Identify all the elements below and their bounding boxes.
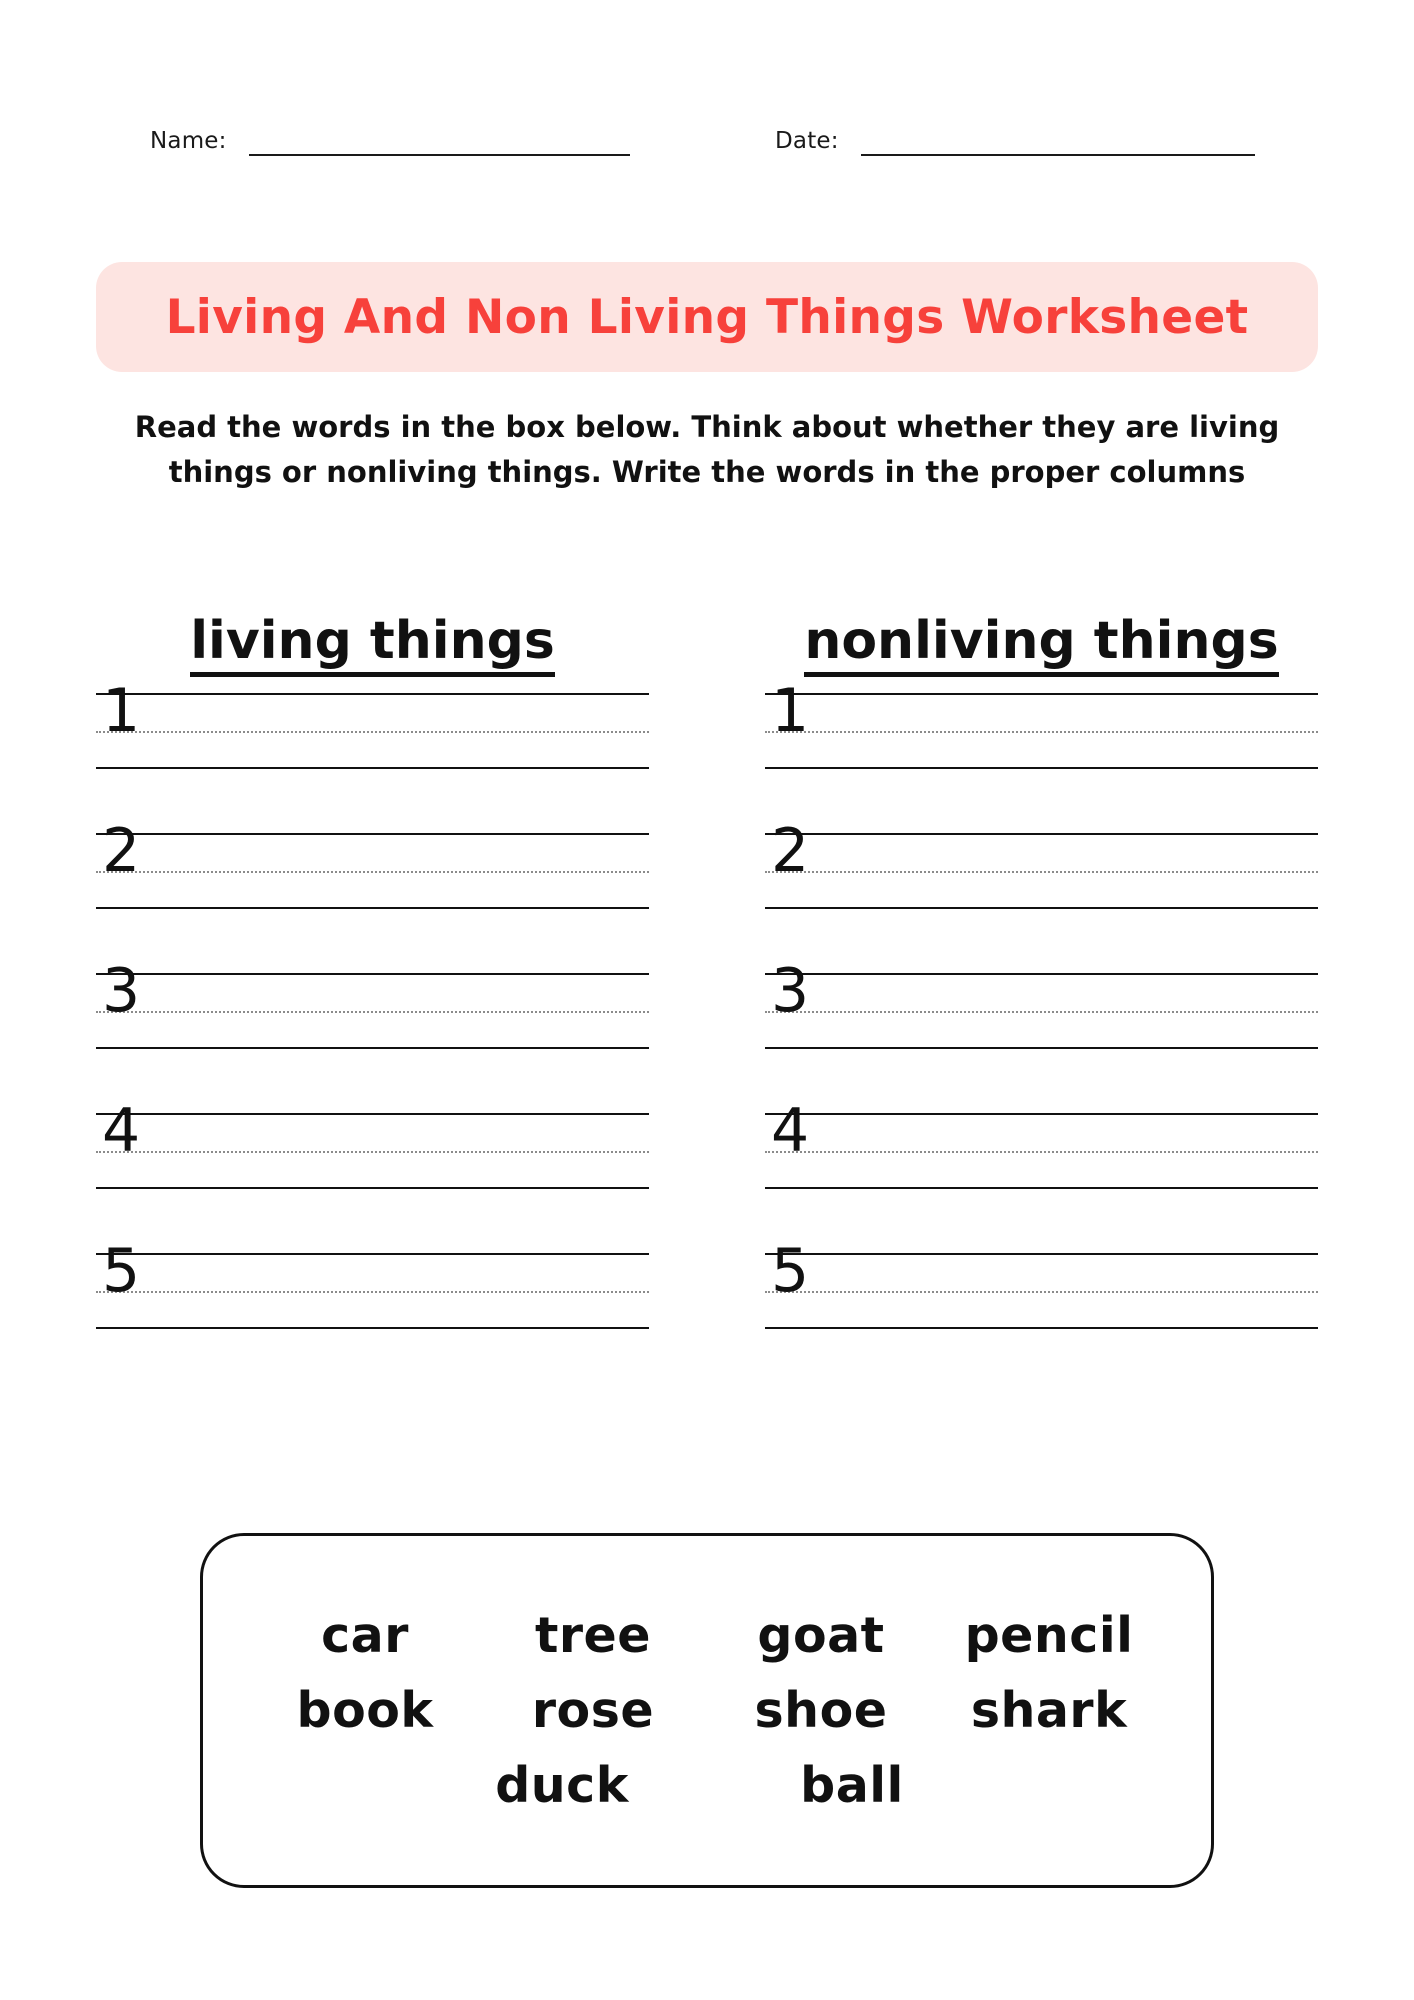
column-heading-wrap-living xyxy=(96,612,649,677)
line-bottom xyxy=(765,767,1318,769)
line-number: 5 xyxy=(102,1236,141,1307)
line-top xyxy=(96,973,649,975)
word-bank xyxy=(200,1533,1214,1888)
line-mid-dotted xyxy=(765,1151,1318,1153)
line-top xyxy=(765,693,1318,695)
name-input-line[interactable] xyxy=(249,132,630,156)
column-nonliving-things xyxy=(765,612,1318,1393)
word-bank-word[interactable]: car xyxy=(321,1607,409,1664)
name-field-group xyxy=(150,128,630,156)
instructions-text: Read the words in the box below. Think about whether they are living things or nonliving things. Write the words in the proper columns xyxy=(134,410,1280,489)
answer-line-nonliving-1[interactable] xyxy=(765,676,1318,785)
title-banner xyxy=(96,262,1318,372)
line-mid-dotted xyxy=(96,1011,649,1013)
date-field-group xyxy=(775,128,1255,156)
line-bottom xyxy=(96,907,649,909)
word-bank-word[interactable]: pencil xyxy=(964,1607,1134,1664)
word-bank-row xyxy=(243,1682,1171,1739)
answer-line-nonliving-3[interactable] xyxy=(765,956,1318,1065)
line-number: 3 xyxy=(771,956,810,1027)
line-top xyxy=(96,833,649,835)
column-heading-wrap-nonliving xyxy=(765,612,1318,677)
line-mid-dotted xyxy=(765,1011,1318,1013)
answer-line-living-3[interactable] xyxy=(96,956,649,1065)
line-top xyxy=(765,833,1318,835)
line-bottom xyxy=(96,1047,649,1049)
word-bank-row xyxy=(243,1607,1171,1664)
line-number: 2 xyxy=(102,816,141,887)
date-input-line[interactable] xyxy=(861,132,1255,156)
column-heading-nonliving: nonliving things xyxy=(804,612,1278,677)
column-heading-living: living things xyxy=(190,612,555,677)
line-bottom xyxy=(96,767,649,769)
student-info-row xyxy=(150,128,1264,156)
line-top xyxy=(96,1113,649,1115)
column-living-things xyxy=(96,612,649,1393)
line-number: 5 xyxy=(771,1236,810,1307)
word-bank-word[interactable]: shoe xyxy=(754,1682,888,1739)
answer-line-living-5[interactable] xyxy=(96,1236,649,1345)
answer-line-nonliving-2[interactable] xyxy=(765,816,1318,925)
word-bank-word[interactable]: ball xyxy=(800,1757,904,1814)
word-bank-word[interactable]: shark xyxy=(970,1682,1128,1739)
line-bottom xyxy=(96,1187,649,1189)
line-mid-dotted xyxy=(96,1291,649,1293)
word-bank-row xyxy=(243,1757,1171,1814)
word-bank-word[interactable]: tree xyxy=(534,1607,652,1664)
word-bank-word[interactable]: duck xyxy=(495,1757,629,1814)
line-number: 4 xyxy=(771,1096,810,1167)
word-bank-word[interactable]: book xyxy=(296,1682,434,1739)
answer-columns xyxy=(96,612,1318,1393)
line-mid-dotted xyxy=(765,1291,1318,1293)
answer-line-living-2[interactable] xyxy=(96,816,649,925)
line-top xyxy=(96,693,649,695)
line-top xyxy=(765,1253,1318,1255)
line-mid-dotted xyxy=(765,871,1318,873)
line-bottom xyxy=(96,1327,649,1329)
line-mid-dotted xyxy=(96,1151,649,1153)
line-number: 4 xyxy=(102,1096,141,1167)
line-number: 1 xyxy=(102,676,141,747)
line-number: 2 xyxy=(771,816,810,887)
line-top xyxy=(765,973,1318,975)
line-bottom xyxy=(765,907,1318,909)
answer-line-living-4[interactable] xyxy=(96,1096,649,1205)
line-bottom xyxy=(765,1187,1318,1189)
word-bank-word[interactable]: goat xyxy=(757,1607,885,1664)
line-mid-dotted xyxy=(96,731,649,733)
answer-line-living-1[interactable] xyxy=(96,676,649,785)
line-number: 1 xyxy=(771,676,810,747)
date-label: Date: xyxy=(775,128,839,154)
line-bottom xyxy=(765,1047,1318,1049)
answer-lines-living xyxy=(96,676,649,1345)
line-mid-dotted xyxy=(765,731,1318,733)
line-top xyxy=(96,1253,649,1255)
page-title: Living And Non Living Things Worksheet xyxy=(165,289,1249,345)
line-top xyxy=(765,1113,1318,1115)
line-mid-dotted xyxy=(96,871,649,873)
answer-line-nonliving-4[interactable] xyxy=(765,1096,1318,1205)
answer-lines-nonliving xyxy=(765,676,1318,1345)
word-bank-word[interactable]: rose xyxy=(531,1682,655,1739)
line-bottom xyxy=(765,1327,1318,1329)
answer-line-nonliving-5[interactable] xyxy=(765,1236,1318,1345)
name-label: Name: xyxy=(150,128,227,154)
line-number: 3 xyxy=(102,956,141,1027)
